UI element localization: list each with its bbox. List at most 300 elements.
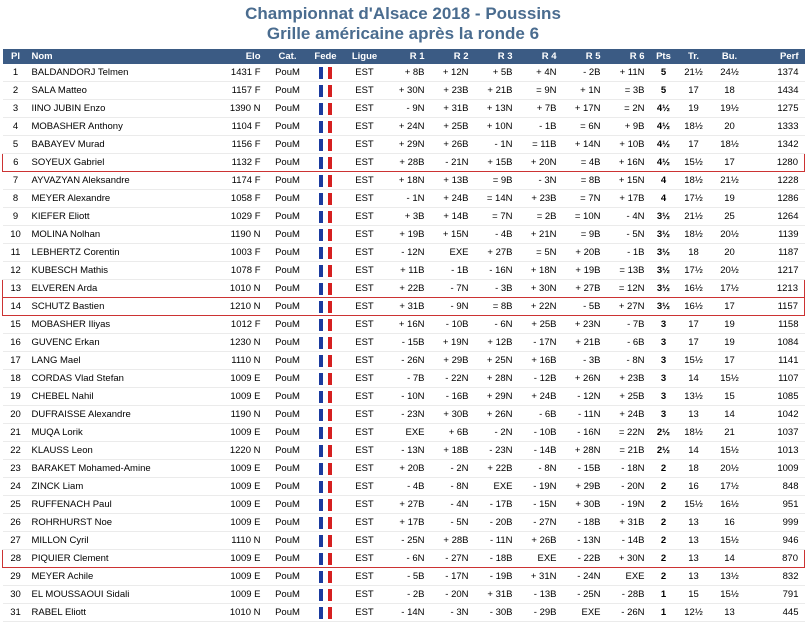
france-flag-icon [319, 535, 333, 547]
federation-cell [309, 370, 343, 388]
points-cell: 5 [651, 82, 677, 100]
category-cell: PouM [267, 496, 309, 514]
round-result: - 13N [387, 442, 431, 460]
france-flag-icon [319, 139, 333, 151]
federation-cell [309, 316, 343, 334]
points-cell: 3½ [651, 298, 677, 316]
round-result: - 3N [519, 172, 563, 190]
column-header: Pl [3, 49, 29, 64]
elo-cell: 1003 F [211, 244, 267, 262]
france-flag-icon [319, 85, 333, 97]
league-cell: EST [343, 262, 387, 280]
round-result: = 13B [607, 262, 651, 280]
points-cell: 3 [651, 352, 677, 370]
table-row [3, 442, 805, 460]
round-result: - 15B [563, 460, 607, 478]
place-cell: 20 [3, 406, 29, 424]
round-result: + 25B [607, 388, 651, 406]
tiebreak-tr: 16 [677, 478, 711, 496]
tiebreak-tr: 18½ [677, 424, 711, 442]
tiebreak-bu: 15½ [711, 586, 749, 604]
category-cell: PouM [267, 100, 309, 118]
round-result: + 14B [431, 208, 475, 226]
tiebreak-bu: 16½ [711, 496, 749, 514]
tiebreak-bu: 14 [711, 406, 749, 424]
league-cell: EST [343, 136, 387, 154]
place-cell: 11 [3, 244, 29, 262]
round-result: + 27B [387, 496, 431, 514]
table-row [3, 388, 805, 406]
points-cell: 3½ [651, 226, 677, 244]
round-result: - 24N [563, 568, 607, 586]
player-name: MILLON Cyril [29, 532, 211, 550]
place-cell: 24 [3, 478, 29, 496]
column-header: R 3 [475, 49, 519, 64]
federation-cell [309, 586, 343, 604]
league-cell: EST [343, 478, 387, 496]
column-header: R 2 [431, 49, 475, 64]
france-flag-icon [319, 463, 333, 475]
place-cell: 6 [3, 154, 29, 172]
round-result: - 3B [475, 280, 519, 298]
round-result: - 8N [431, 478, 475, 496]
elo-cell: 1104 F [211, 118, 267, 136]
round-result: - 11N [475, 532, 519, 550]
page-title: Championnat d'Alsace 2018 - Poussins [245, 4, 561, 23]
round-result: + 31B [475, 586, 519, 604]
round-result: + 27B [563, 280, 607, 298]
table-row [3, 334, 805, 352]
league-cell: EST [343, 316, 387, 334]
player-name: PIQUIER Clement [29, 550, 211, 568]
round-result: - 5N [607, 226, 651, 244]
league-cell: EST [343, 406, 387, 424]
round-result: + 15B [475, 154, 519, 172]
round-result: + 12B [475, 334, 519, 352]
round-result: EXE [607, 568, 651, 586]
round-result: + 6B [431, 424, 475, 442]
place-cell: 30 [3, 586, 29, 604]
table-row [3, 172, 805, 190]
category-cell: PouM [267, 262, 309, 280]
tiebreak-bu: 17 [711, 154, 749, 172]
france-flag-icon [319, 571, 333, 583]
round-result: - 4B [387, 478, 431, 496]
round-result: - 1N [475, 136, 519, 154]
round-result: - 15B [387, 334, 431, 352]
column-header: Fede [309, 49, 343, 64]
round-result: - 1B [607, 244, 651, 262]
tiebreak-bu: 20 [711, 118, 749, 136]
league-cell: EST [343, 298, 387, 316]
performance-cell: 445 [749, 604, 805, 622]
league-cell: EST [343, 568, 387, 586]
round-result: + 23B [431, 82, 475, 100]
france-flag-icon [319, 175, 333, 187]
league-cell: EST [343, 586, 387, 604]
round-result: + 23B [519, 190, 563, 208]
round-result: + 1N [563, 82, 607, 100]
federation-cell [309, 118, 343, 136]
player-name: EL MOUSSAOUI Sidali [29, 586, 211, 604]
round-result: + 3B [387, 208, 431, 226]
federation-cell [309, 172, 343, 190]
round-result: - 23N [475, 442, 519, 460]
round-result: - 16N [475, 262, 519, 280]
player-name: CHEBEL Nahil [29, 388, 211, 406]
round-result: = 7N [563, 190, 607, 208]
performance-cell: 1139 [749, 226, 805, 244]
tiebreak-tr: 18 [677, 460, 711, 478]
france-flag-icon [319, 481, 333, 493]
table-row [3, 604, 805, 622]
round-result: - 19B [475, 568, 519, 586]
federation-cell [309, 442, 343, 460]
france-flag-icon [319, 103, 333, 115]
player-name: SALA Matteo [29, 82, 211, 100]
table-row [3, 532, 805, 550]
round-result: - 20N [431, 586, 475, 604]
round-result: - 22B [563, 550, 607, 568]
place-cell: 27 [3, 532, 29, 550]
league-cell: EST [343, 118, 387, 136]
column-header: R 1 [387, 49, 431, 64]
france-flag-icon [319, 265, 333, 277]
tiebreak-tr: 14 [677, 442, 711, 460]
round-result: - 2N [475, 424, 519, 442]
federation-cell [309, 82, 343, 100]
france-flag-icon [319, 211, 333, 223]
column-header: Cat. [267, 49, 309, 64]
france-flag-icon [319, 121, 333, 133]
round-result: - 30B [475, 604, 519, 622]
table-row [3, 478, 805, 496]
performance-cell: 1342 [749, 136, 805, 154]
performance-cell: 1042 [749, 406, 805, 424]
round-result: - 3N [431, 604, 475, 622]
points-cell: 4½ [651, 154, 677, 172]
player-name: GUVENC Erkan [29, 334, 211, 352]
round-result: - 4N [431, 496, 475, 514]
elo-cell: 1058 F [211, 190, 267, 208]
table-row [3, 370, 805, 388]
player-name: DUFRAISSE Alexandre [29, 406, 211, 424]
round-result: - 3B [563, 352, 607, 370]
round-result: + 28B [387, 154, 431, 172]
round-result: + 15N [607, 172, 651, 190]
round-result: EXE [387, 424, 431, 442]
round-result: - 20N [607, 478, 651, 496]
player-name: RUFFENACH Paul [29, 496, 211, 514]
category-cell: PouM [267, 568, 309, 586]
table-row [3, 136, 805, 154]
france-flag-icon [319, 517, 333, 529]
points-cell: 3½ [651, 280, 677, 298]
performance-cell: 1157 [749, 298, 805, 316]
performance-cell: 1213 [749, 280, 805, 298]
points-cell: 2 [651, 568, 677, 586]
round-result: + 12N [431, 64, 475, 82]
round-result: - 5N [431, 514, 475, 532]
league-cell: EST [343, 154, 387, 172]
round-result: = 6N [563, 118, 607, 136]
tiebreak-bu: 17 [711, 352, 749, 370]
page-subtitle: Grille américaine après la ronde 6 [266, 24, 540, 43]
table-row [3, 514, 805, 532]
round-result: - 13B [519, 586, 563, 604]
tiebreak-bu: 25 [711, 208, 749, 226]
round-result: - 17N [431, 568, 475, 586]
category-cell: PouM [267, 406, 309, 424]
federation-cell [309, 568, 343, 586]
tiebreak-bu: 18 [711, 82, 749, 100]
points-cell: 2 [651, 460, 677, 478]
elo-cell: 1230 N [211, 334, 267, 352]
round-result: + 17B [607, 190, 651, 208]
round-result: - 12B [519, 370, 563, 388]
performance-cell: 1085 [749, 388, 805, 406]
category-cell: PouM [267, 460, 309, 478]
category-cell: PouM [267, 244, 309, 262]
category-cell: PouM [267, 424, 309, 442]
federation-cell [309, 100, 343, 118]
player-name: IINO JUBIN Enzo [29, 100, 211, 118]
federation-cell [309, 514, 343, 532]
category-cell: PouM [267, 514, 309, 532]
federation-cell [309, 532, 343, 550]
tiebreak-bu: 18½ [711, 136, 749, 154]
federation-cell [309, 136, 343, 154]
league-cell: EST [343, 334, 387, 352]
round-result: - 25N [563, 586, 607, 604]
tiebreak-tr: 13 [677, 406, 711, 424]
round-result: = 22N [607, 424, 651, 442]
round-result: + 26N [475, 406, 519, 424]
france-flag-icon [319, 373, 333, 385]
points-cell: 2½ [651, 442, 677, 460]
round-result: + 23N [563, 316, 607, 334]
tiebreak-tr: 18½ [677, 226, 711, 244]
tiebreak-tr: 13½ [677, 388, 711, 406]
tiebreak-bu: 19½ [711, 100, 749, 118]
round-result: - 12N [387, 244, 431, 262]
header-row [3, 49, 805, 64]
points-cell: 4 [651, 172, 677, 190]
round-result: - 29B [519, 604, 563, 622]
elo-cell: 1220 N [211, 442, 267, 460]
round-result: - 6B [519, 406, 563, 424]
table-row [3, 190, 805, 208]
table-row-highlighted [3, 550, 805, 568]
player-name: ELVEREN Arda [29, 280, 211, 298]
category-cell: PouM [267, 370, 309, 388]
player-name: AYVAZYAN Aleksandre [29, 172, 211, 190]
round-result: - 6N [475, 316, 519, 334]
points-cell: 1 [651, 586, 677, 604]
category-cell: PouM [267, 316, 309, 334]
elo-cell: 1110 N [211, 532, 267, 550]
federation-cell [309, 208, 343, 226]
elo-cell: 1009 E [211, 514, 267, 532]
round-result: + 4N [519, 64, 563, 82]
round-result: + 21B [475, 82, 519, 100]
round-result: + 18N [387, 172, 431, 190]
round-result: - 4N [607, 208, 651, 226]
tiebreak-bu: 17½ [711, 280, 749, 298]
round-result: + 22B [475, 460, 519, 478]
category-cell: PouM [267, 388, 309, 406]
elo-cell: 1174 F [211, 172, 267, 190]
round-result: - 8N [607, 352, 651, 370]
round-result: + 18N [519, 262, 563, 280]
performance-cell: 832 [749, 568, 805, 586]
federation-cell [309, 280, 343, 298]
performance-cell: 1280 [749, 154, 805, 172]
performance-cell: 1187 [749, 244, 805, 262]
round-result: = 2N [607, 100, 651, 118]
table-row [3, 496, 805, 514]
league-cell: EST [343, 100, 387, 118]
round-result: + 11N [607, 64, 651, 82]
performance-cell: 1013 [749, 442, 805, 460]
category-cell: PouM [267, 586, 309, 604]
round-result: + 26B [519, 532, 563, 550]
federation-cell [309, 226, 343, 244]
league-cell: EST [343, 496, 387, 514]
round-result: - 14B [607, 532, 651, 550]
place-cell: 7 [3, 172, 29, 190]
points-cell: 3 [651, 406, 677, 424]
round-result: - 10B [519, 424, 563, 442]
round-result: + 31B [431, 100, 475, 118]
tiebreak-bu: 19 [711, 334, 749, 352]
round-result: + 25N [475, 352, 519, 370]
points-cell: 3½ [651, 262, 677, 280]
column-header: R 6 [607, 49, 651, 64]
federation-cell [309, 190, 343, 208]
player-name: KUBESCH Mathis [29, 262, 211, 280]
place-cell: 31 [3, 604, 29, 622]
round-result: EXE [563, 604, 607, 622]
place-cell: 9 [3, 208, 29, 226]
france-flag-icon [319, 445, 333, 457]
elo-cell: 1190 N [211, 226, 267, 244]
france-flag-icon [319, 589, 333, 601]
column-header: Pts [651, 49, 677, 64]
tiebreak-bu: 15½ [711, 370, 749, 388]
points-cell: 4½ [651, 100, 677, 118]
player-name: BABAYEV Murad [29, 136, 211, 154]
round-result: - 7N [431, 280, 475, 298]
table-row-highlighted [3, 280, 805, 298]
column-header: Perf [749, 49, 805, 64]
player-name: RABEL Eliott [29, 604, 211, 622]
performance-cell: 946 [749, 532, 805, 550]
elo-cell: 1431 F [211, 64, 267, 82]
round-result: + 23B [607, 370, 651, 388]
league-cell: EST [343, 190, 387, 208]
round-result: - 19N [607, 496, 651, 514]
round-result: + 16B [519, 352, 563, 370]
elo-cell: 1012 F [211, 316, 267, 334]
table-row [3, 226, 805, 244]
category-cell: PouM [267, 352, 309, 370]
round-result: + 13B [431, 172, 475, 190]
column-header: R 5 [563, 49, 607, 64]
round-result: - 5B [563, 298, 607, 316]
performance-cell: 1217 [749, 262, 805, 280]
points-cell: 1 [651, 604, 677, 622]
performance-cell: 951 [749, 496, 805, 514]
tiebreak-tr: 17 [677, 136, 711, 154]
player-name: BARAKET Mohamed-Amine [29, 460, 211, 478]
league-cell: EST [343, 460, 387, 478]
place-cell: 29 [3, 568, 29, 586]
column-header: Ligue [343, 49, 387, 64]
federation-cell [309, 64, 343, 82]
france-flag-icon [319, 427, 333, 439]
category-cell: PouM [267, 64, 309, 82]
round-result: = 21B [607, 442, 651, 460]
performance-cell: 1264 [749, 208, 805, 226]
league-cell: EST [343, 208, 387, 226]
tiebreak-tr: 16½ [677, 280, 711, 298]
tiebreak-tr: 19 [677, 100, 711, 118]
round-result: = 4B [563, 154, 607, 172]
player-name: MEYER Achile [29, 568, 211, 586]
round-result: = 12N [607, 280, 651, 298]
federation-cell [309, 334, 343, 352]
points-cell: 3 [651, 370, 677, 388]
category-cell: PouM [267, 208, 309, 226]
france-flag-icon [319, 553, 333, 565]
tiebreak-bu: 21½ [711, 172, 749, 190]
federation-cell [309, 496, 343, 514]
table-row [3, 424, 805, 442]
category-cell: PouM [267, 550, 309, 568]
elo-cell: 1009 E [211, 478, 267, 496]
federation-cell [309, 460, 343, 478]
tiebreak-tr: 12½ [677, 604, 711, 622]
elo-cell: 1009 E [211, 370, 267, 388]
france-flag-icon [319, 409, 333, 421]
round-result: + 28B [431, 532, 475, 550]
place-cell: 19 [3, 388, 29, 406]
round-result: + 17N [563, 100, 607, 118]
round-result: + 20B [563, 244, 607, 262]
table-row [3, 118, 805, 136]
federation-cell [309, 550, 343, 568]
round-result: + 20N [519, 154, 563, 172]
tiebreak-bu: 14 [711, 550, 749, 568]
round-result: + 24B [519, 388, 563, 406]
category-cell: PouM [267, 82, 309, 100]
france-flag-icon [319, 337, 333, 349]
round-result: = 14N [475, 190, 519, 208]
round-result: = 9B [563, 226, 607, 244]
tiebreak-tr: 17½ [677, 190, 711, 208]
tiebreak-tr: 18 [677, 244, 711, 262]
table-row [3, 586, 805, 604]
player-name: LEBHERTZ Corentin [29, 244, 211, 262]
round-result: - 19N [519, 478, 563, 496]
place-cell: 8 [3, 190, 29, 208]
player-name: SCHUTZ Bastien [29, 298, 211, 316]
elo-cell: 1078 F [211, 262, 267, 280]
federation-cell [309, 604, 343, 622]
elo-cell: 1390 N [211, 100, 267, 118]
tiebreak-tr: 16½ [677, 298, 711, 316]
